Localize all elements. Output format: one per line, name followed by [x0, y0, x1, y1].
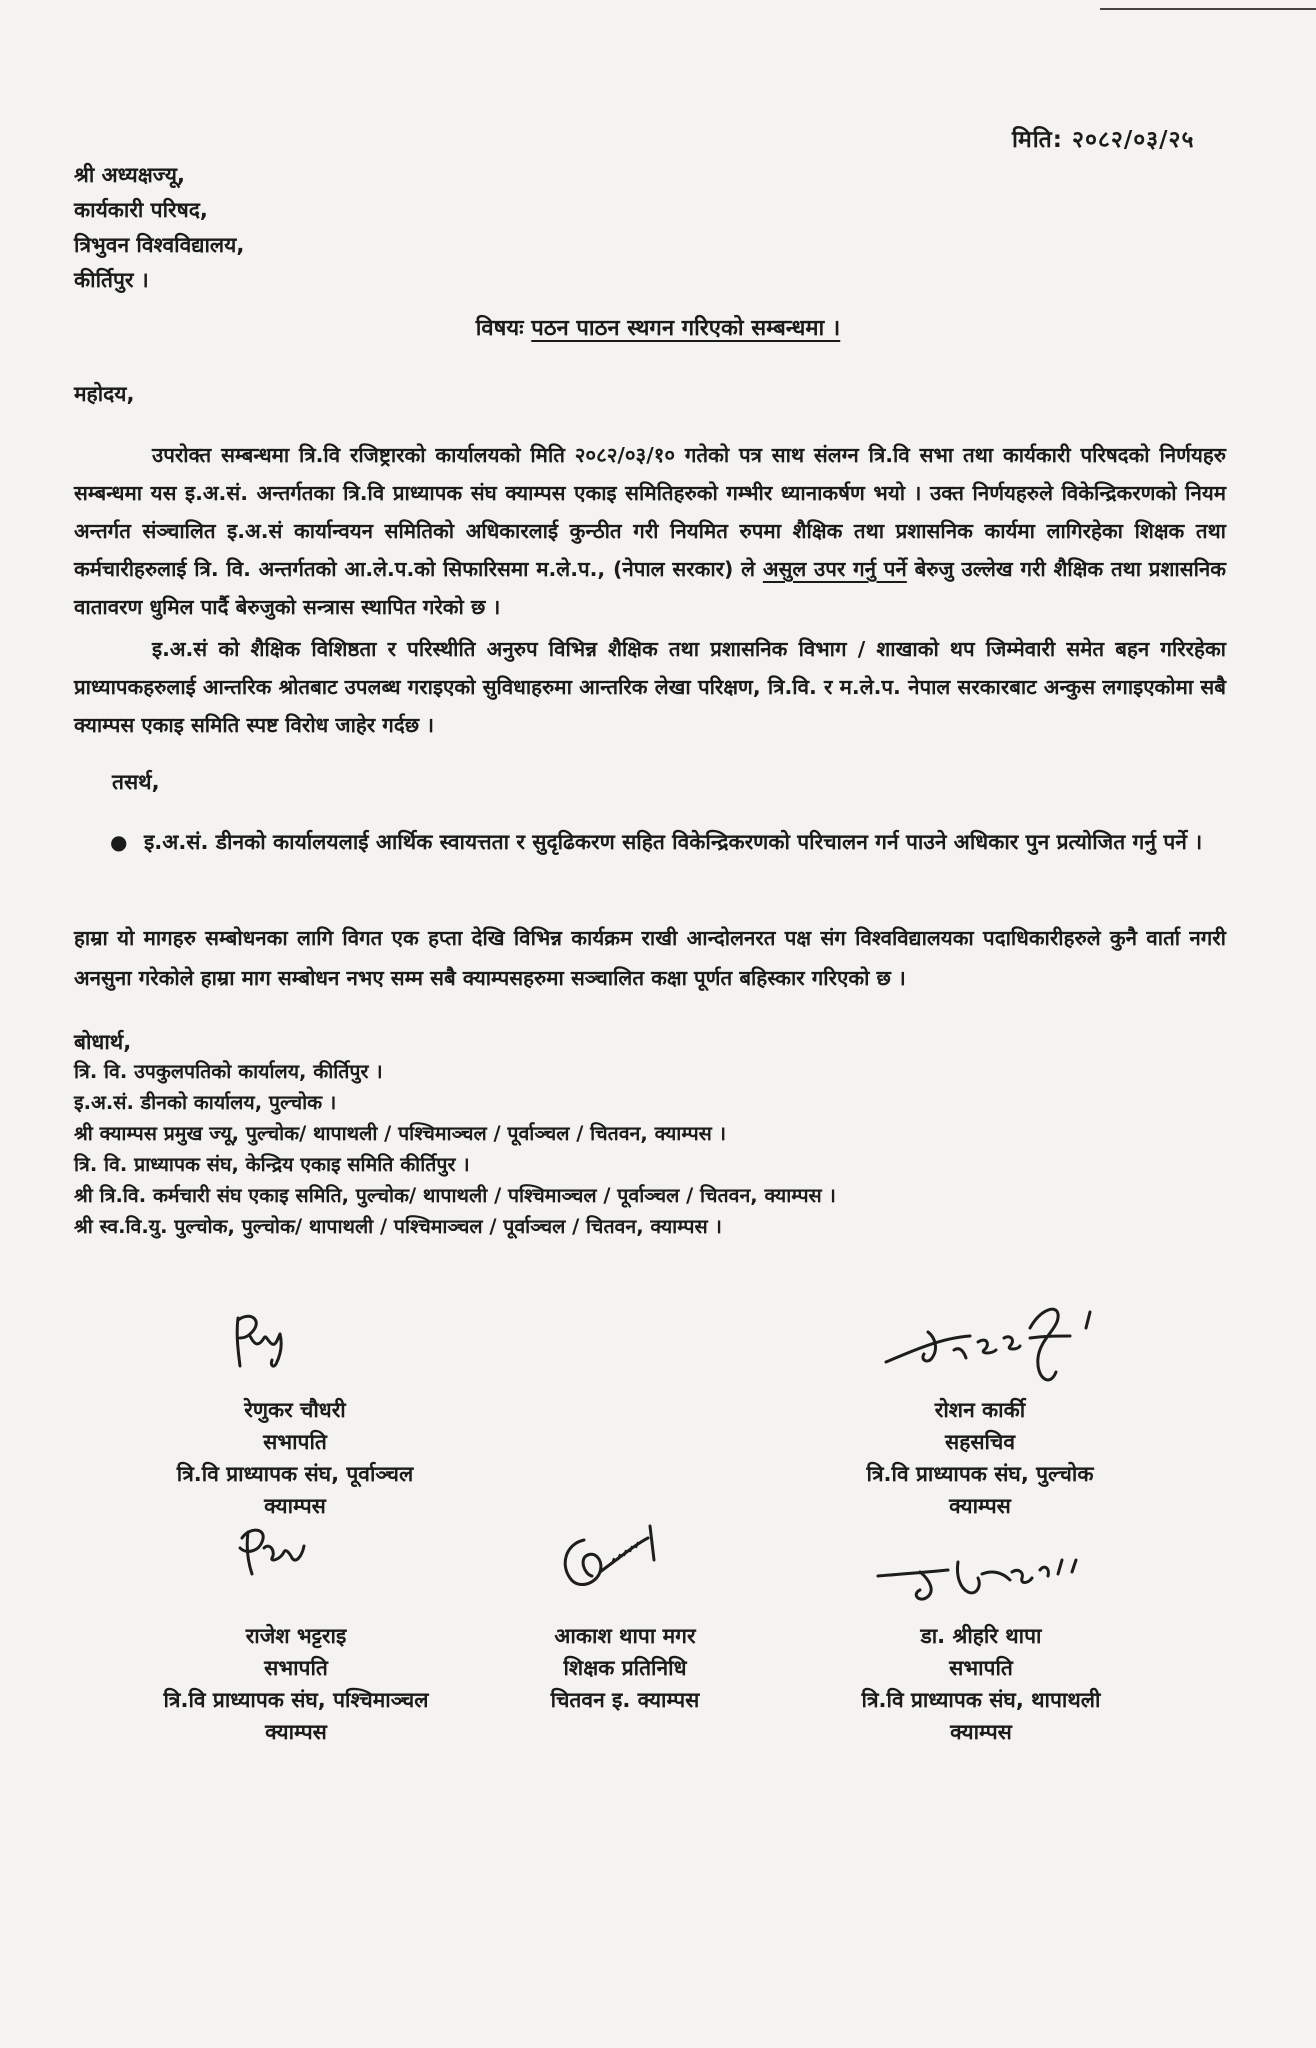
paragraph-1-part-2: बेरुजु उल्लेख गरी शैक्षिक तथा प्रशासनिक वातावरण धुमिल पार्दै बेरुजुको सन्त्रास स्थापित गरेको छ । — [74, 557, 1227, 619]
signatory-org-2: क्याम्पस — [264, 1494, 326, 1518]
letter-date: मिति: २०८२/०३/२५ — [1012, 127, 1195, 153]
paragraph-1 — [74, 436, 1226, 626]
signatory-title: सहसचिव — [945, 1430, 1015, 1454]
signature-mark-4 — [556, 1520, 666, 1600]
top-edge-line — [1100, 8, 1316, 10]
signatory-name: आकाश थापा मगर — [554, 1624, 696, 1648]
signatory-org: त्रि.वि प्राध्यापक संघ, थापाथली — [861, 1688, 1101, 1712]
addressee-line: श्री अध्यक्षज्यू, — [74, 163, 185, 187]
signatory-name: रेणुकर चौधरी — [244, 1398, 346, 1422]
signatory-name: राजेश भट्टराइ — [245, 1624, 347, 1648]
signatory-org: चितवन इ. क्याम्पस — [550, 1688, 700, 1712]
cc-item: त्रि. वि. उपकुलपतिको कार्यालय, कीर्तिपुर । — [74, 1060, 383, 1083]
paragraph-1-part-1: उपरोक्त सम्बन्धमा त्रि.वि रजिष्ट्रारको कार्यालयको मिति २०८२/०३/१० गतेको पत्र साथ संलग्न त्रि.वि सभा तथा कार्यकारी परिषदको निर्णयहरु सम्बन्धमा यस इ.अ.सं. अन्तर्गतका त्रि.वि प्राध्यापक संघ क्याम्पस एकाइ समितिहरुको गम्भीर ध्यानाकर्षण भयो । उक्त निर्णयहरुले विकेन्द्रिकरणको नियम अन्तर्गत संञ्चालित इ.अ.सं कार्यान्वयन समितिको अधिकारलाई कुन्ठीत गरी नियमित रुपमा शैक्षिक तथा प्रशासनिक कार्यमा लागिरहेका शिक्षक तथा कर्मचारीहरुलाई त्रि. वि. अन्तर्गतको आ.ले.प.को सिफारिसमा म.ले.प., (नेपाल सरकार) ले — [74, 443, 1226, 581]
signatory-org-2: क्याम्पस — [949, 1494, 1011, 1518]
therefore-heading: तसर्थ, — [112, 770, 160, 794]
signatory-org-2: क्याम्पस — [265, 1720, 327, 1744]
cc-heading: बोधार्थ, — [74, 1030, 132, 1054]
signatory-org: त्रि.वि प्राध्यापक संघ, पश्चिमाञ्चल — [163, 1688, 429, 1712]
signature-mark-2 — [880, 1298, 1110, 1398]
demand-item — [110, 822, 1230, 862]
cc-item: श्री क्याम्पस प्रमुख ज्यू, पुल्चोक/ थापाथली / पश्चिमाञ्चल / पूर्वाञ्चल / चितवन, क्याम्पस । — [74, 1122, 727, 1145]
addressee-line: कार्यकारी परिषद, — [74, 198, 208, 222]
cc-item: श्री त्रि.वि. कर्मचारी संघ एकाइ समिति, पुल्चोक/ थापाथली / पश्चिमाञ्चल / पूर्वाञ्चल / चितवन, क्याम्पस । — [74, 1184, 836, 1207]
signatory-org-2: क्याम्पस — [950, 1720, 1012, 1744]
signature-mark-1 — [230, 1308, 300, 1374]
signatory-org: त्रि.वि प्राध्यापक संघ, पुल्चोक — [866, 1462, 1094, 1486]
signatory-2 — [840, 1394, 1120, 1522]
signatory-3 — [126, 1620, 466, 1748]
signatory-name: डा. श्रीहरि थापा — [920, 1624, 1042, 1648]
paragraph-1-underlined: असुल उपर गर्नु पर्ने — [762, 557, 907, 581]
salutation: महोदय, — [74, 382, 135, 406]
demand-text: इ.अ.सं. डीनको कार्यालयलाई आर्थिक स्वायत्तता र सुदृढिकरण सहित विकेन्द्रिकरणको परिचालन गर्न पाउने अधिकार पुन प्रत्योजित गर्नु पर्ने । — [144, 830, 1203, 854]
signatory-title: सभापति — [949, 1656, 1013, 1680]
signature-mark-3 — [232, 1522, 312, 1582]
paragraph-2: इ.अ.सं को शैक्षिक विशिष्ठता र परिस्थीति अनुरुप विभिन्न शैक्षिक तथा प्रशासनिक विभाग / शाखाको थप जिम्मेवारी समेत बहन गरिरहेका प्राध्यापकहरुलाई आन्तरिक श्रोतबाट उपलब्ध गराइएको सुविधाहरुमा आन्तरिक लेखा परिक्षण, त्रि.वि. र म.ले.प. नेपाल सरकारबाट अन्कुस लगाइएकोमा सबै क्याम्पस एकाइ समिति स्पष्ट विरोध जाहेर गर्दछ । — [74, 637, 1226, 737]
bullet-icon: ● — [110, 830, 128, 854]
cc-item: श्री स्व.वि.यु. पुल्चोक, पुल्चोक/ थापाथली / पश्चिमाञ्चल / पूर्वाञ्चल / चितवन, क्याम्पस । — [74, 1215, 722, 1238]
subject-text: पठन पाठन स्थगन गरिएको सम्बन्धमा । — [531, 316, 841, 341]
addressee-block — [74, 158, 244, 298]
signatory-4 — [510, 1620, 740, 1716]
addressee-line: कीर्तिपुर । — [74, 268, 149, 292]
signatory-1 — [160, 1394, 430, 1522]
signatory-title: शिक्षक प्रतिनिधि — [563, 1656, 687, 1680]
signatory-5 — [826, 1620, 1136, 1748]
addressee-line: त्रिभुवन विश्वविद्यालय, — [74, 233, 245, 257]
signature-mark-5 — [872, 1550, 1102, 1610]
signatory-org: त्रि.वि प्राध्यापक संघ, पूर्वाञ्चल — [176, 1462, 414, 1486]
cc-item: त्रि. वि. प्राध्यापक संघ, केन्द्रिय एकाइ समिति कीर्तिपुर । — [74, 1153, 470, 1176]
signatory-title: सभापति — [264, 1656, 328, 1680]
subject-label: विषयः — [475, 316, 524, 341]
cc-item: इ.अ.सं. डीनको कार्यालय, पुल्चोक । — [74, 1091, 337, 1114]
cc-list — [74, 1056, 836, 1242]
signatory-title: सभापति — [263, 1430, 327, 1454]
paragraph-3: हाम्रा यो मागहरु सम्बोधनका लागि विगत एक हप्ता देखि विभिन्न कार्यक्रम राखी आन्दोलनरत पक्ष संग विश्वविद्यालयका पदाधिकारीहरुले कुनै वार्ता नगरी अनसुना गरेकोले हाम्रा माग सम्बोधन नभए सम्म सबै क्याम्पसहरुमा सञ्चालित कक्षा पूर्णत बहिस्कार गरिएको छ । — [74, 926, 1226, 990]
signatory-name: रोशन कार्की — [934, 1398, 1026, 1422]
subject-line — [0, 312, 1316, 342]
